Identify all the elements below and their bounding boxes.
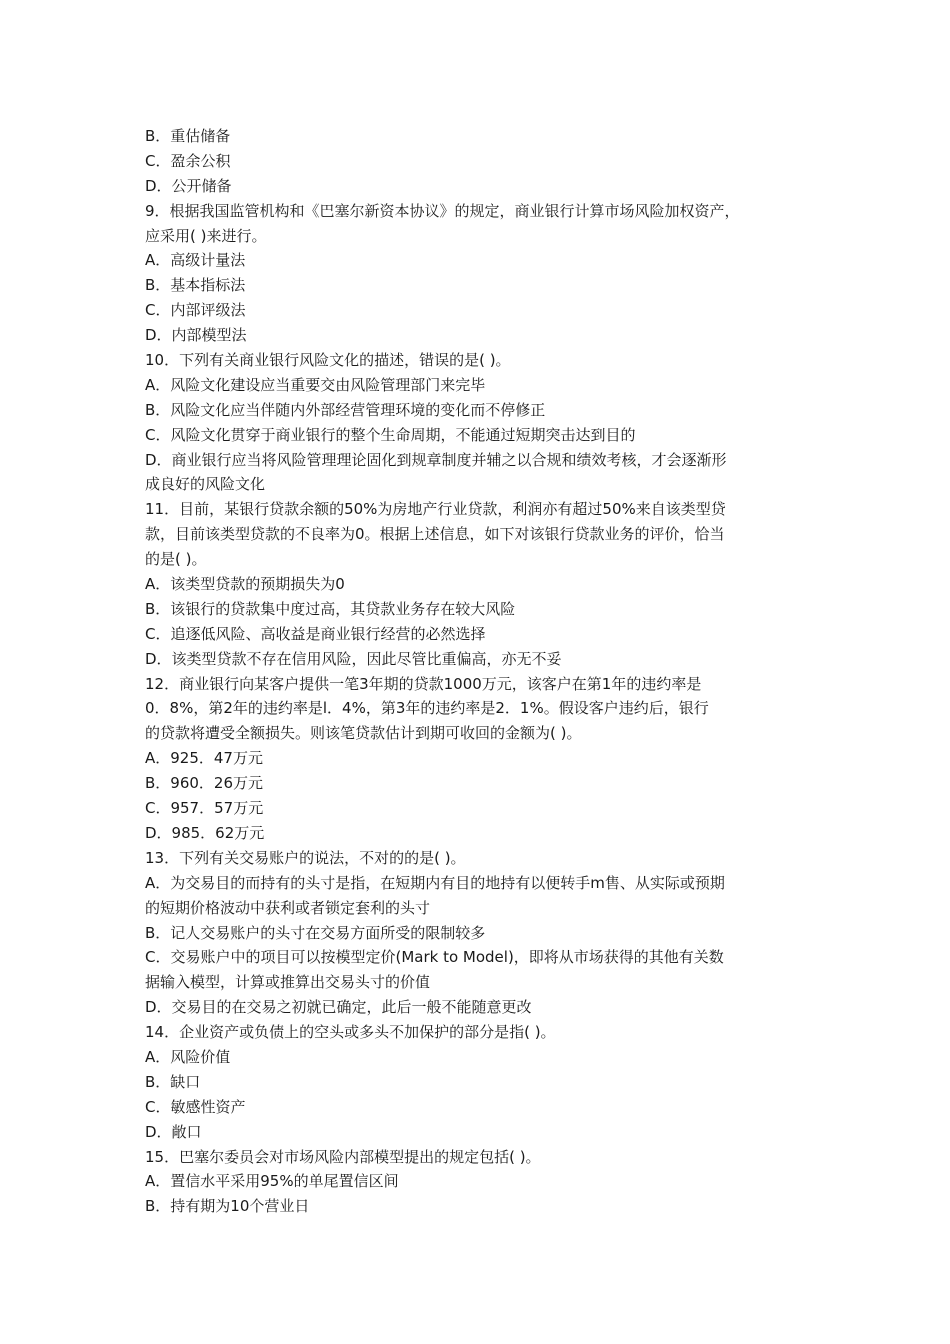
text-line: 的贷款将遭受全额损失。则该笔贷款估计到期可收回的金额为( )。 (145, 724, 582, 743)
text-line: A．为交易目的而持有的头寸是指，在短期内有目的地持有以便转手m售、从实际或预期 (145, 873, 725, 892)
text-line: D．公开储备 (145, 176, 232, 195)
text-line: D．交易目的在交易之初就已确定，此后一般不能随意更改 (145, 998, 532, 1017)
text-line: B．该银行的贷款集中度过高，其贷款业务存在较大风险 (145, 599, 516, 618)
question-11-line: 11．目前，某银行贷款余额的50%为房地产行业贷款，利润亦有超过50%来自该类型贷 (145, 500, 726, 519)
text-line: C．盈余公积 (145, 151, 231, 170)
text-line: D．商业银行应当将风险管理理论固化到规章制度并辅之以合规和绩效考核，才会逐渐形 (145, 450, 727, 469)
text-line: C．风险文化贯穿于商业银行的整个生命周期，不能通过短期突击达到目的 (145, 425, 636, 444)
text-line: B．风险文化应当伴随内外部经营管理环境的变化而不停修正 (145, 400, 546, 419)
question-15-line: 15．巴塞尔委员会对市场风险内部模型提出的规定包括( )。 (145, 1147, 541, 1166)
text-line: C．内部评级法 (145, 301, 246, 320)
text-line: B．基本指标法 (145, 276, 246, 295)
text-line: 的短期价格波动中获利或者锁定套利的头寸 (145, 898, 431, 917)
text-line: B．记人交易账户的头寸在交易方面所受的限制较多 (145, 923, 486, 942)
text-line: A．风险价值 (145, 1047, 231, 1066)
document-page (145, 124, 805, 1219)
text-line: D．内部模型法 (145, 326, 247, 345)
text-line: D．敞口 (145, 1122, 202, 1141)
text-line: A．925．47万元 (145, 749, 263, 768)
question-14-line: 14．企业资产或负债上的空头或多头不加保护的部分是指( )。 (145, 1023, 556, 1042)
text-line: B．重估储备 (145, 127, 231, 145)
text-line: 据输入模型，计算或推算出交易头寸的价值 (145, 973, 431, 992)
text-line: A．该类型贷款的预期损失为0 (145, 575, 345, 594)
question-9-line: 9．根据我国监管机构和《巴塞尔新资本协议》的规定，商业银行计算市场风险加权资产， (145, 201, 740, 220)
text-line: C．交易账户中的项目可以按模型定价(Mark to Model)，即将从市场获得的其他有关数 (145, 948, 724, 967)
text-line: A．高级计量法 (145, 251, 246, 270)
question-10-line: 10．下列有关商业银行风险文化的描述，错误的是( )。 (145, 351, 511, 370)
text-line: C．957．57万元 (145, 799, 264, 818)
question-13-line: 13．下列有关交易账户的说法，不对的的是( )。 (145, 848, 466, 867)
text-line: D．985．62万元 (145, 823, 265, 842)
text-line: 应采用( )来进行。 (145, 226, 267, 245)
text-line: 款，目前该类型贷款的不良率为0。根据上述信息，如下对该银行贷款业务的评价，恰当 (145, 525, 725, 544)
text-line: 0．8%，第2年的违约率是l．4%，第3年的违约率是2．1%。假设客户违约后，银行 (145, 699, 709, 718)
text-line: C．追逐低风险、高收益是商业银行经营的必然选择 (145, 624, 486, 643)
text-line: 成良好的风险文化 (145, 475, 266, 494)
text-line: A．置信水平采用95%的单尾置信区间 (145, 1172, 399, 1191)
text-line: B．缺口 (145, 1072, 201, 1091)
text-line: 的是( )。 (145, 550, 207, 569)
text-line: B．持有期为10个营业日 (145, 1197, 310, 1216)
text-line: C．敏感性资产 (145, 1097, 246, 1116)
text-line: A．风险文化建设应当重要交由风险管理部门来完毕 (145, 375, 486, 394)
question-12-line: 12．商业银行向某客户提供一笔3年期的贷款1000万元，该客户在第1年的违约率是 (145, 674, 702, 693)
text-line: B．960．26万元 (145, 774, 264, 793)
text-line: D．该类型贷款不存在信用风险，因此尽管比重偏高，亦无不妥 (145, 649, 562, 668)
